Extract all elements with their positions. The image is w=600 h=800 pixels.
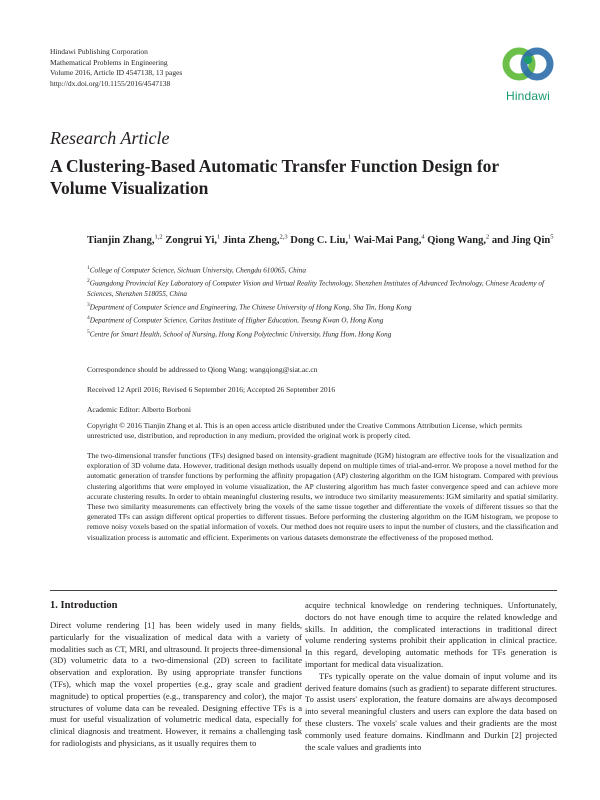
- author-list: [87, 228, 557, 249]
- author: Qiong Wang,$^2$: [427, 233, 490, 246]
- affiliation: $^5$Centre for Smart Health, School of Nursing, Hong Kong Polytechnic University, Hung Hom, Hong Kong: [87, 328, 392, 338]
- author: Zongrui Yi,$^1$: [165, 233, 221, 246]
- affiliation: $^4$Department of Computer Science, Caritas Institute of Higher Education, Tseung Kwan O, Hong Kong: [87, 315, 384, 325]
- correspondence: Correspondence should be addressed to Qiong Wang; wangqiong@siat.ac.cn: [87, 365, 318, 374]
- body-column-right: [305, 600, 557, 753]
- doi-link[interactable]: http://dx.doi.org/10.1155/2016/4547138: [50, 78, 171, 88]
- affiliation: $^2$Guangdong Provincial Key Laboratory of Computer Vision and Virtual Reality Technology, Shenzhen Institutes of Advanced Technology, Chinese Academy of Sciences, Shenzhen 518055, China: [87, 278, 544, 299]
- paragraph: acquire technical knowledge on rendering techniques. Unfortunately, doctors do not have enough time to acquire the related knowledge and skills. In addition, the complicated interactions in traditional direct volume rendering systems prohibit their application in clinical practice. In this regard, developing automatic methods for TFs generation is important for medical data visualization.: [305, 600, 557, 669]
- publication-dates: Received 12 April 2016; Revised 6 September 2016; Accepted 26 September 2016: [87, 385, 336, 394]
- affiliation: $^1$College of Computer Science, Sichuan University, Chengdu 610065, China: [87, 265, 306, 275]
- article-type: Research Article: [50, 128, 170, 148]
- paper-title: A Clustering-Based Automatic Transfer Function Design for Volume Visualization: [50, 156, 499, 198]
- academic-editor: Academic Editor: Alberto Borboni: [87, 405, 191, 414]
- affiliations: [87, 263, 557, 340]
- affiliation: $^3$Department of Computer Science and Engineering, The Chinese University of Hong Kong, Sha Tin, Hong Kong: [87, 302, 412, 312]
- section-heading: 1. Introduction: [50, 600, 118, 611]
- author: and Jing Qin$^5$: [491, 233, 554, 246]
- author: Jinta Zheng,$^{2,3}$: [222, 233, 288, 246]
- paragraph: TFs typically operate on the value domain of input volume and its derived feature domains (such as gradient) to separate different structures. To assist users' exploration, the feature domains are always decomposed into several meaningful clusters and users can explore the data based on these clusters. The voxels' scale values and their gradients are the most commonly used feature domains. Kindlmann and Durkin [2] projected the scale values and gradients into: [305, 670, 557, 752]
- copyright-notice: Copyright © 2016 Tianjin Zhang et al. This is an open access article distributed under the Creative Commons Attribution License, which permits unrestricted use, distribution, and reproduction in any medium, provided the original work is properly cited.: [87, 421, 522, 441]
- publisher: Hindawi Publishing Corporation: [50, 47, 148, 56]
- body-column-left: [50, 620, 302, 750]
- journal-name: Mathematical Problems in Engineering: [50, 57, 168, 67]
- author: Tianjin Zhang,$^{1,2}$: [87, 233, 163, 246]
- author: Wai-Mai Pang,$^4$: [353, 233, 425, 246]
- abstract: The two-dimensional transfer functions (TFs) designed based on intensity-gradient magnitude (IGM) histogram are effective tools for the visualization and exploration of 3D volume data. However, traditional design methods usually depend on multiple times of trial-and-error. We propose a novel method for the automatic generation of transfer functions by performing the affinity propagation (AP) clustering algorithm on the IGM histogram. Compared with previous clustering algorithms that were employed in volume visualization, the AP clustering algorithm has much faster convergence speed and can achieve more accurate clustering results. In order to obtain meaningful clustering results, we introduce two similarity measurements: IGM similarity and spatial similarity. These two similarity measurements can effectively bring the voxels of the same tissue together and differentiate the voxels of different tissues so that the generated TFs can assign different optical properties to different tissues. Before performing the clustering algorithm on the IGM histogram, we propose to remove noisy voxels based on the spatial information of voxels. Our method does not require users to input the number of clusters, and the classification and visualization process is automatic and efficient. Experiments on various datasets demonstrate the effectiveness of the proposed method.: [87, 451, 558, 542]
- journal-info: [50, 47, 182, 89]
- volume-info: Volume 2016, Article ID 4547138, 13 pages: [50, 68, 183, 77]
- logo-wordmark: Hindawi: [505, 89, 551, 103]
- section-divider: [50, 590, 557, 591]
- author: Dong C. Liu,$^1$: [290, 233, 352, 246]
- paragraph: Direct volume rendering [1] has been widely used in many fields, particularly for the visualization of medical data with a variety of modalities such as CT, MRI, and ultrasound. It projects three-dimensional (3D) volumetric data to a two-dimensional (2D) screen to facilitate observation and exploration. By using appropriate transfer functions (TFs), which map the voxel properties (e.g., gray scale and gradient magnitude) to optical properties (e.g., transparency and color), the major structures of volume data can be revealed. Designing effective TFs is a must for useful visualization of volumetric medical data, especially for clinical diagnosis and treatment. However, it remains a challenging task for radiologists and physicians, as it usually requires them to: [50, 620, 302, 748]
